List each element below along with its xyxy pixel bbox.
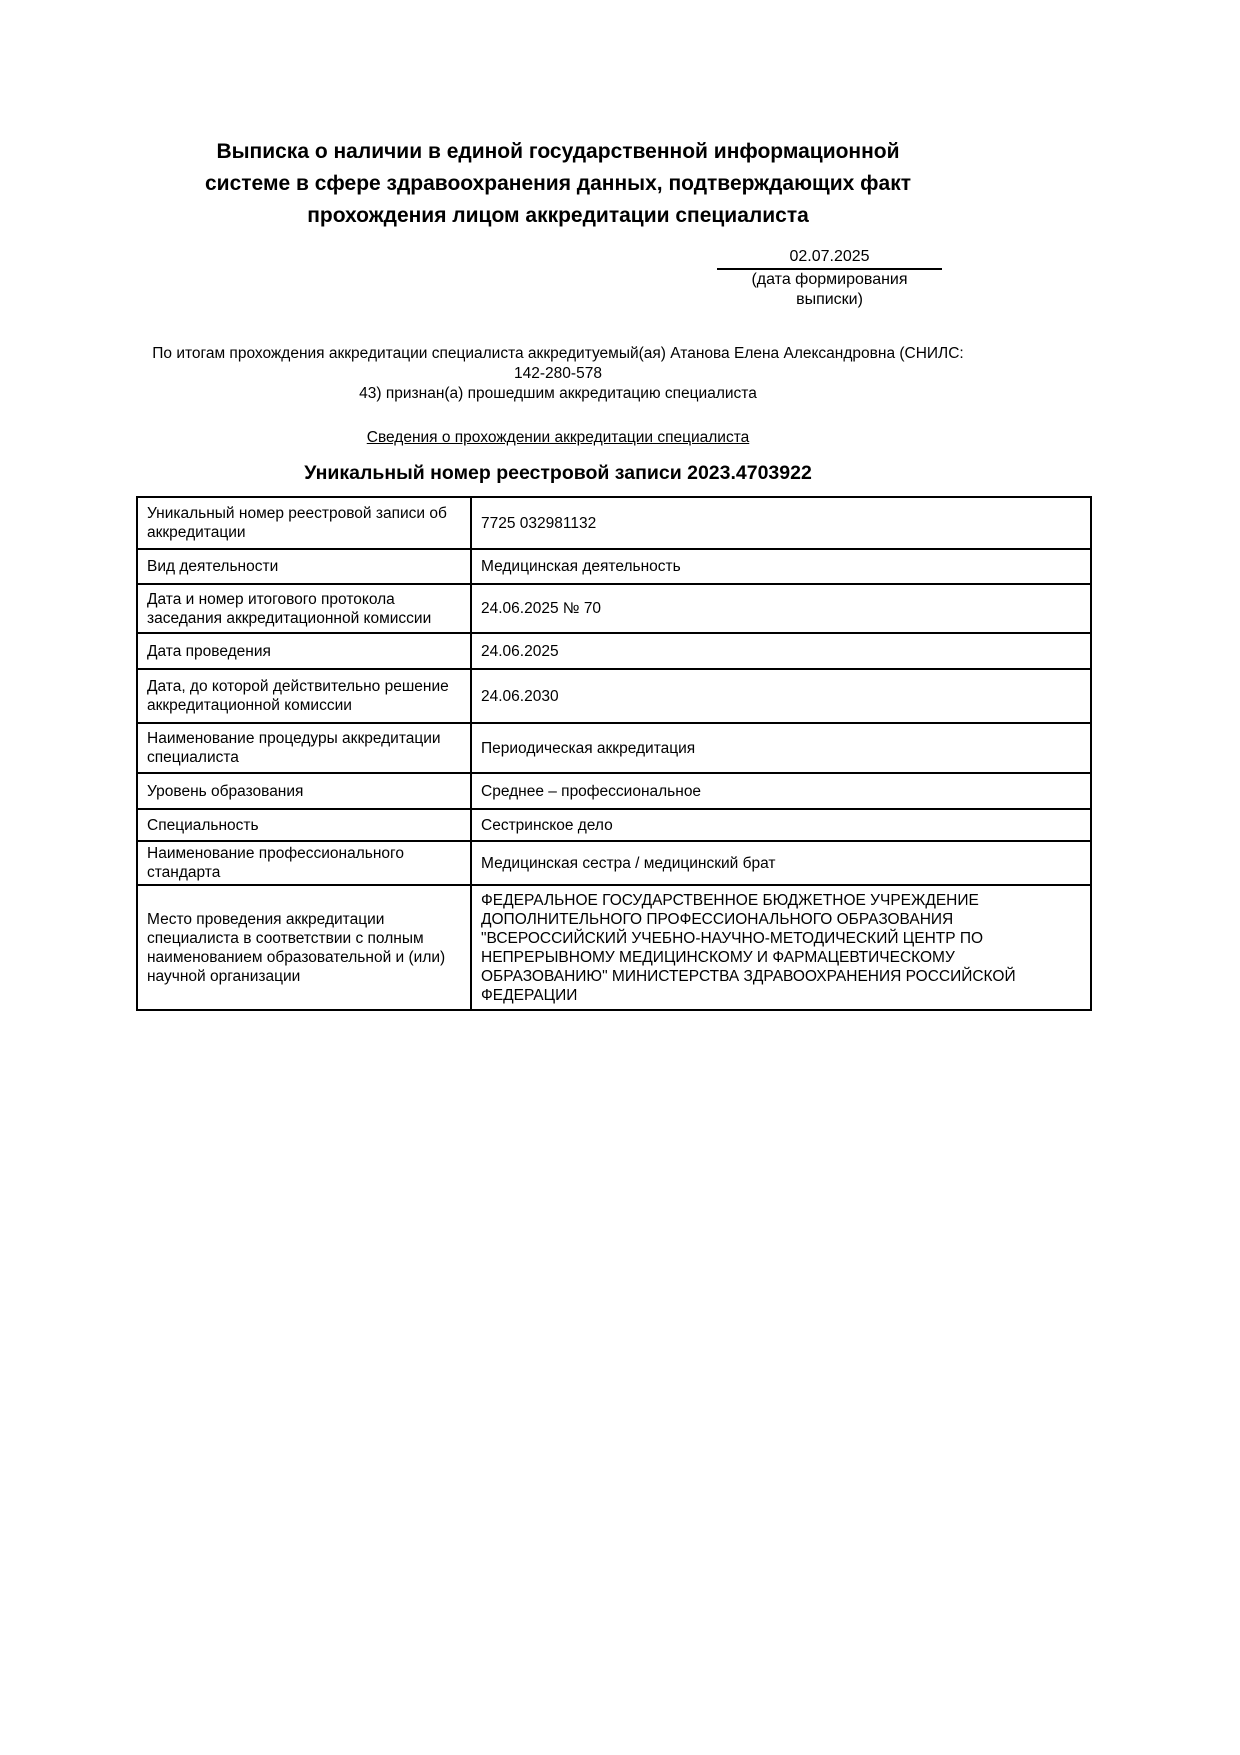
row-label: Вид деятельности <box>137 549 471 584</box>
document-title <box>136 136 980 232</box>
row-value: Периодическая аккредитация <box>471 723 1091 773</box>
extract-date: 02.07.2025 <box>717 246 942 270</box>
row-label: Наименование процедуры аккредитации специалиста <box>137 723 471 773</box>
row-label: Уровень образования <box>137 773 471 809</box>
table-row-registry-number <box>137 497 1091 549</box>
document-title-line-3: прохождения лицом аккредитации специалиста <box>307 204 809 227</box>
accreditation-info-table <box>136 496 1092 1011</box>
row-value: 24.06.2025 <box>471 633 1091 669</box>
row-value: Сестринское дело <box>471 809 1091 841</box>
row-label: Дата и номер итогового протокола заседания аккредитационной комиссии <box>137 584 471 633</box>
table-row-procedure-name <box>137 723 1091 773</box>
row-value: 24.06.2030 <box>471 669 1091 723</box>
section-heading: Сведения о прохождении аккредитации специалиста <box>366 429 750 446</box>
table-row-activity-type <box>137 549 1091 584</box>
table-row-date-held <box>137 633 1091 669</box>
row-label: Уникальный номер реестровой записи об аккредитации <box>137 497 471 549</box>
table-row-professional-standard <box>137 841 1091 885</box>
row-value: Медицинская сестра / медицинский брат <box>471 841 1091 885</box>
row-value: Среднее – профессиональное <box>471 773 1091 809</box>
row-value: 7725 032981132 <box>471 497 1091 549</box>
extract-date-caption: (дата формирования выписки) <box>751 271 908 308</box>
document-title-line-1: Выписка о наличии в единой государственной информационной <box>216 140 900 163</box>
accreditation-statement-line-1: По итогам прохождения аккредитации специалиста аккредитуемый(ая) Атанова Елена Александровна (СНИЛС: 142-280-578 <box>152 345 964 382</box>
table-row-organization <box>137 885 1091 1010</box>
accreditation-statement-line-2: 43) признан(а) прошедшим аккредитацию специалиста <box>359 385 757 402</box>
row-label: Место проведения аккредитации специалиста в соответствии с полным наименованием образовательной и (или) научной организации <box>137 885 471 1010</box>
document-title-line-2: системе в сфере здравоохранения данных, подтверждающих факт <box>204 172 911 195</box>
accreditation-statement <box>136 344 980 404</box>
registry-number-heading: Уникальный номер реестровой записи 2023.4703922 <box>304 462 812 484</box>
extract-date-block <box>717 246 942 310</box>
row-value: 24.06.2025 № 70 <box>471 584 1091 633</box>
row-value: ФЕДЕРАЛЬНОЕ ГОСУДАРСТВЕННОЕ БЮДЖЕТНОЕ УЧРЕЖДЕНИЕ ДОПОЛНИТЕЛЬНОГО ПРОФЕССИОНАЛЬНОГО ОБРАЗОВАНИЯ "ВСЕРОССИЙСКИЙ УЧЕБНО-НАУЧНО-МЕТОДИЧЕСКИЙ ЦЕНТР ПО НЕПРЕРЫВНОМУ МЕДИЦИНСКОМУ И ФАРМАЦЕВТИЧЕСКОМУ ОБРАЗОВАНИЮ" МИНИСТЕРСТВА ЗДРАВООХРАНЕНИЯ РОССИЙСКОЙ ФЕДЕРАЦИИ <box>471 885 1091 1010</box>
row-label: Дата, до которой действительно решение аккредитационной комиссии <box>137 669 471 723</box>
table-row-specialty <box>137 809 1091 841</box>
row-label: Наименование профессионального стандарта <box>137 841 471 885</box>
row-label: Дата проведения <box>137 633 471 669</box>
table-row-protocol <box>137 584 1091 633</box>
row-label: Специальность <box>137 809 471 841</box>
table-row-education-level <box>137 773 1091 809</box>
table-row-valid-until <box>137 669 1091 723</box>
row-value: Медицинская деятельность <box>471 549 1091 584</box>
